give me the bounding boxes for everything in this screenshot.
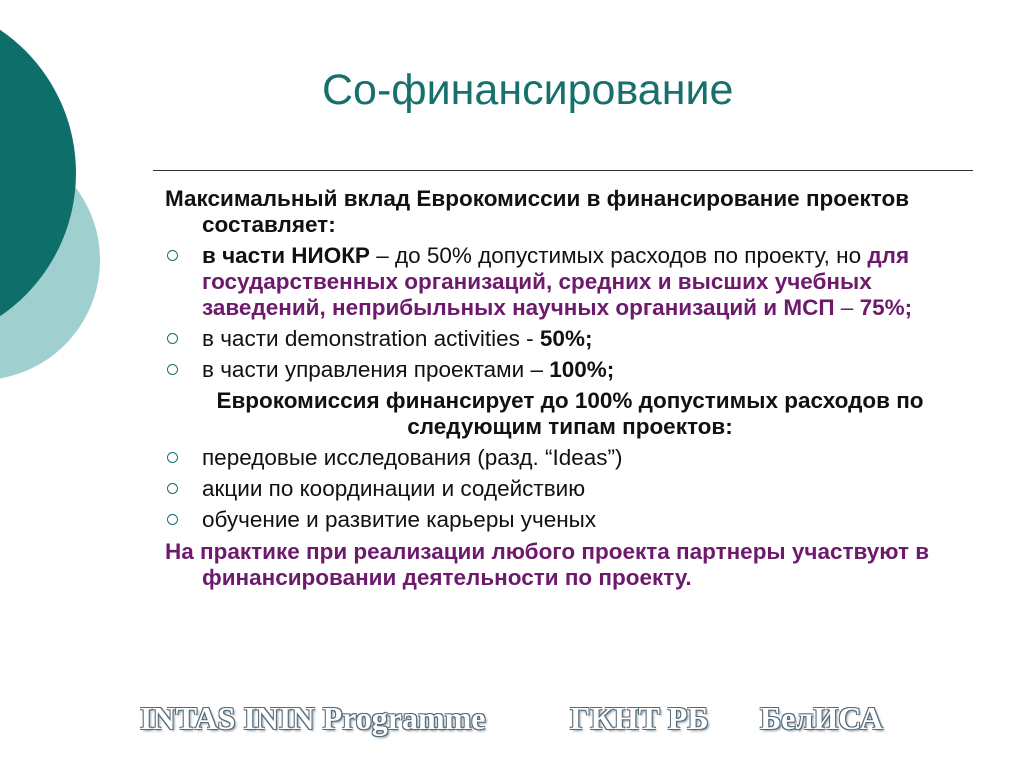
centered-paragraph: Еврокомиссия финансирует до 100% допустимых расходов по следующим типам проектов: — [216, 388, 924, 439]
circle-bullet-icon — [167, 452, 178, 463]
list-item — [165, 507, 965, 533]
bullet-text: обучение и развитие карьеры ученых — [202, 507, 597, 532]
bullet-percent: 100%; — [549, 357, 615, 382]
slide-title: Со-финансирование — [322, 66, 734, 114]
circle-bullet-icon — [167, 333, 178, 344]
bullet-text: в части demonstration activities - — [202, 326, 540, 351]
list-item — [165, 476, 965, 502]
list-item — [165, 243, 965, 321]
bullet-text: передовые исследования (разд. “Ideas”) — [202, 445, 623, 470]
footer-belisa: БелИСА — [760, 700, 883, 736]
circle-bullet-icon — [167, 250, 178, 261]
title-divider — [153, 170, 973, 171]
list-item — [165, 445, 965, 471]
circle-bullet-icon — [167, 514, 178, 525]
bullet-text: – до 50% допустимых расходов по проекту, но — [369, 243, 868, 268]
bullet-percent: 75%; — [859, 295, 913, 320]
list-item — [165, 357, 965, 383]
bullet-text: в части управления проектами – — [202, 357, 550, 382]
footer-programme: INTAS ININ Programme — [140, 700, 486, 736]
practice-paragraph: На практике при реализации любого проекта партнеры участвуют в финансировании деятельности по проекту. — [165, 539, 930, 590]
bullet-text: акции по координации и содействию — [202, 476, 586, 501]
footer-gknt: ГКНТ РБ — [570, 700, 709, 736]
bullet-lead: в части НИОКР — [202, 243, 370, 268]
bullet-highlight: для государственных организаций, средних и высших учебных заведений, неприбыльных научных организаций и МСП — [202, 243, 910, 320]
slide-content — [165, 186, 965, 591]
intro-paragraph: Максимальный вклад Еврокомиссии в финансирование проектов составляет: — [165, 186, 910, 237]
bullet-percent: 50%; — [539, 326, 593, 351]
circle-bullet-icon — [167, 364, 178, 375]
list-item — [165, 326, 965, 352]
bullet-dash: – — [834, 295, 860, 320]
circle-bullet-icon — [167, 483, 178, 494]
